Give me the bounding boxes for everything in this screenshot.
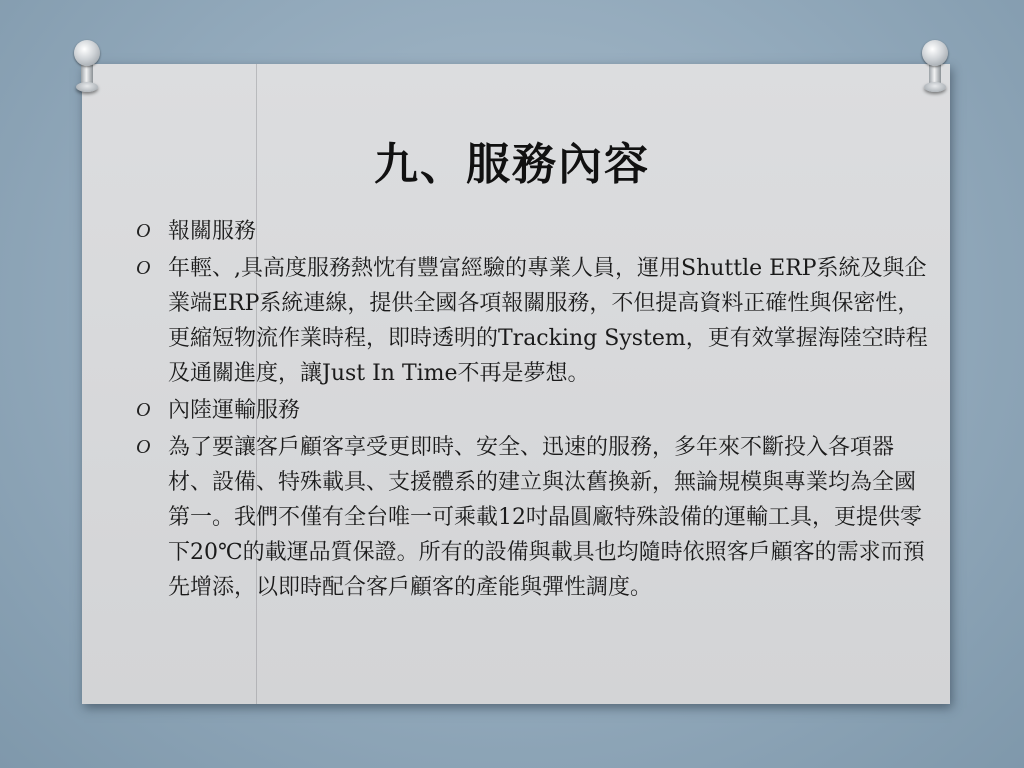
bullet-marker-icon: O (136, 257, 151, 279)
thumbtack-pin-right-icon (918, 40, 952, 96)
bullet-item (134, 430, 934, 605)
bullet-item (134, 214, 934, 249)
bullet-marker-icon: O (136, 399, 151, 421)
bullet-item (134, 251, 934, 391)
bullet-text: 內陸運輸服務 (168, 398, 301, 423)
bullet-marker-icon: O (136, 220, 151, 242)
bullet-text: 報關服務 (168, 219, 257, 244)
bullet-item (134, 393, 934, 428)
slide-title: 九、服務內容 (374, 139, 650, 190)
bullet-text: 年輕、,具高度服務熱忱有豐富經驗的專業人員，運用Shuttle ERP系統及與企業端ERP系統連線，提供全國各項報關服務，不但提高資料正確性與保密性，更縮短物流作業時程，即時透明的Tracking System，更有效掌握海陸空時程及通關進度，讓Just In Time不再是夢想。 (168, 256, 928, 386)
thumbtack-pin-left-icon (70, 40, 104, 96)
bullet-text: 為了要讓客戶顧客享受更即時、安全、迅速的服務，多年來不斷投入各項器材、設備、特殊載具、支援體系的建立與汰舊換新，無論規模與專業均為全國第一。我們不僅有全台唯一可乘載12吋晶圓廠特殊設備的運輸工具，更提供零下20℃的載運品質保證。所有的設備與載具也均隨時依照客戶顧客的需求而預先增添，以即時配合客戶顧客的產能與彈性調度。 (168, 435, 925, 600)
bullet-list (134, 214, 934, 607)
bullet-marker-icon: O (136, 436, 151, 458)
